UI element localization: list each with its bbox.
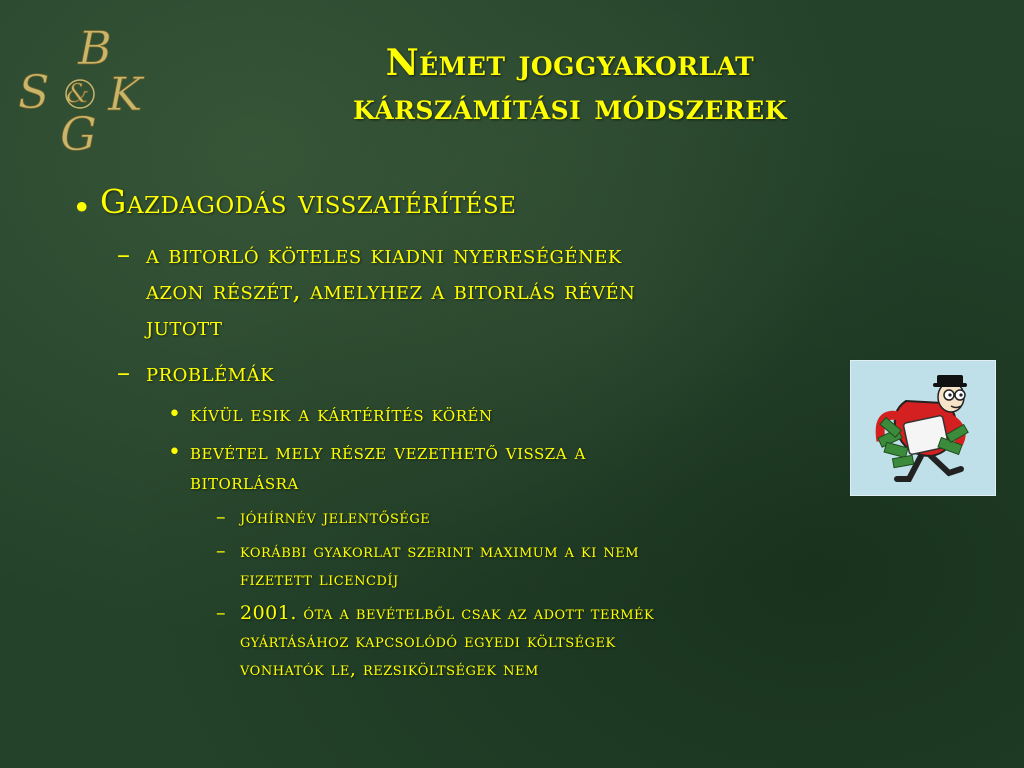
title-line-2: kárszámítási módszerek [353,85,787,128]
thief-with-money-icon [851,361,995,495]
logo-ampersand: & [66,79,90,109]
bullet-gazdagodas: Gazdagodás visszatérítése [100,182,517,221]
logo-letter-s: S [18,65,50,119]
fourth-level-item: jóhírnév jelentősége [240,506,431,528]
bullet-marker: • [168,402,181,427]
bullet-marker: • [168,440,181,465]
dash-marker: – [216,540,226,562]
third-level-item: kívül esik a kártérítés körén [190,402,493,427]
title-line-1: Német joggyakorlat [385,42,755,84]
bullet-marker: • [72,188,92,227]
fourth-level-item: gyártásához kapcsolódó egyedi költségek [240,630,616,652]
subbullet-line: azon részét, amelyhez a bitorlás révén [146,276,636,306]
dash-marker: – [117,240,130,270]
subbullet-line: a bitorló köteles kiadni nyereségének [146,240,622,270]
dash-marker: – [216,602,226,624]
logo-letter-g: G [60,107,97,157]
fourth-level-item: fizetett licencdíj [240,568,399,590]
dash-marker: – [117,358,130,388]
fourth-level-item: vonhatók le, rezsiköltségek nem [240,658,539,680]
third-level-item: bitorlásra [190,470,299,495]
logo-letter-k: K [108,67,143,121]
third-level-item: bevétel mely része vezethető vissza a [190,440,586,465]
logo-letter-b: B [78,22,112,75]
thief-clipart [850,360,996,496]
subbullet-line: jutott [146,312,223,342]
fourth-level-item: 2001. óta a bevételből csak az adott termék [240,602,655,624]
dash-marker: – [216,506,226,528]
fourth-level-item: korábbi gyakorlat szerint maximum a ki nem [240,540,640,562]
subbullet-problemak: problémák [146,358,275,388]
